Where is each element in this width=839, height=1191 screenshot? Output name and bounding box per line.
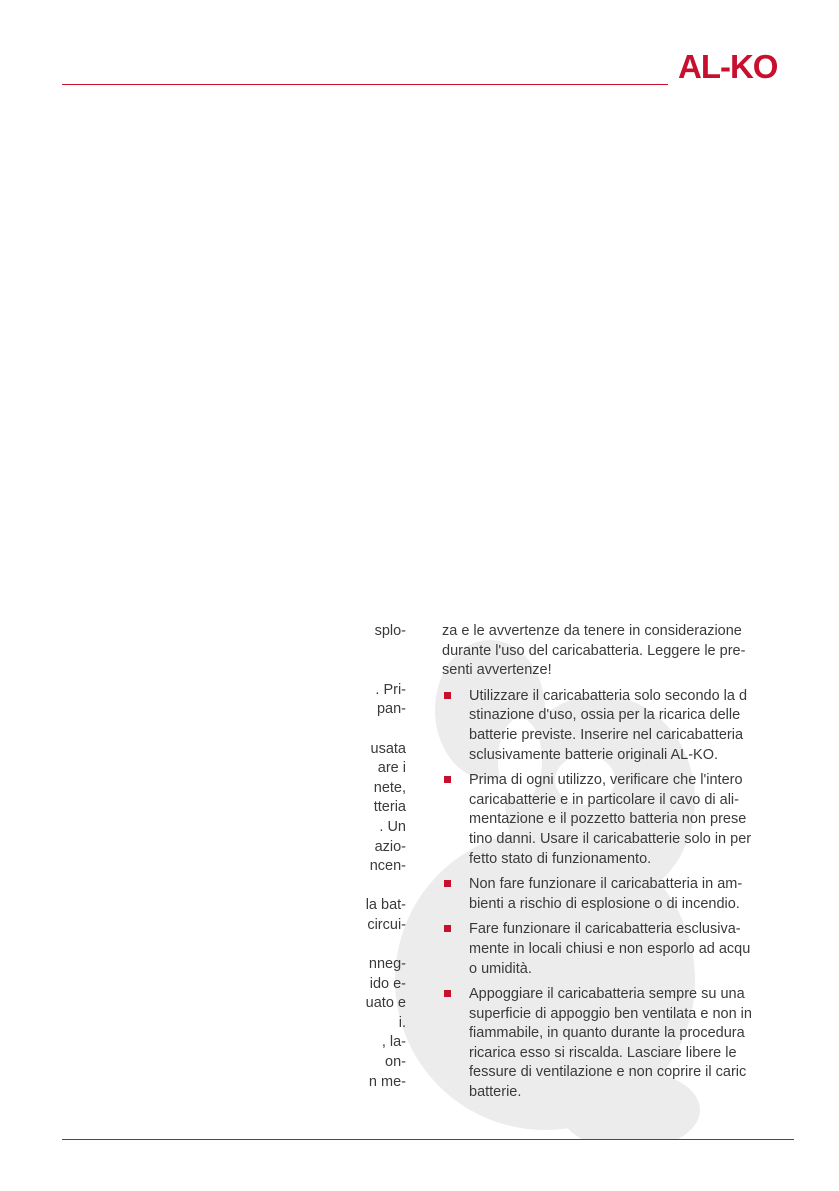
left-fragment-line xyxy=(340,661,406,681)
bullet-line: fessure di ventilazione e non coprire il caric xyxy=(469,1064,747,1081)
left-fragment-line: la bat- xyxy=(365,897,406,914)
bullet-line: fiammabile, in quanto durante la procedura xyxy=(469,1025,745,1042)
bullet-square-icon xyxy=(444,925,451,932)
alko-logo xyxy=(678,48,796,82)
bullet-square-icon xyxy=(444,776,451,783)
bullet-line: Utilizzare il caricabatteria solo secondo la d xyxy=(469,687,748,704)
bullet-line: batterie previste. Inserire nel caricabatteria xyxy=(469,726,744,743)
left-fragment-line: uato e xyxy=(365,995,406,1012)
left-fragment-line: n me- xyxy=(368,1073,406,1090)
left-fragment-line: azio- xyxy=(374,838,406,855)
left-fragment-line: , la- xyxy=(381,1034,406,1051)
bullet-line: Prima di ogni utilizzo, verificare che l'intero xyxy=(469,772,743,789)
bullet-item xyxy=(442,771,787,869)
bullet-item xyxy=(442,985,787,1103)
left-fragment-line: usata xyxy=(370,740,406,757)
left-fragment-line: ido e- xyxy=(369,975,406,992)
left-fragment-line xyxy=(340,936,406,956)
bullet-line: Appoggiare il caricabatteria sempre su una xyxy=(469,986,745,1003)
left-fragment-line xyxy=(340,720,406,740)
intro-line: za e le avvertenze da tenere in considerazione xyxy=(442,623,742,639)
bullet-item xyxy=(442,687,787,765)
bullet-line: tino danni. Usare il caricabatterie solo in per xyxy=(469,830,752,847)
bullet-line: sclusivamente batterie originali AL-KO. xyxy=(469,746,719,763)
bullet-line: superficie di appoggio ben ventilata e non in xyxy=(469,1005,752,1022)
bullet-line: ricarica esso si riscalda. Lasciare libere le xyxy=(469,1044,737,1061)
left-fragment-line xyxy=(340,642,406,662)
left-fragment-line: . Un xyxy=(379,818,406,835)
bullet-line: Non fare funzionare il caricabatteria in am- xyxy=(469,876,743,893)
bullet-line: batterie. xyxy=(469,1084,522,1101)
bullet-square-icon xyxy=(444,880,451,887)
left-fragment-line: circui- xyxy=(367,916,406,933)
bullet-line: Fare funzionare il caricabatteria esclusiva- xyxy=(469,921,741,938)
bullet-list xyxy=(442,687,787,1103)
left-fragment-line: . Pri- xyxy=(375,681,406,698)
safety-instructions xyxy=(442,622,787,1103)
bullet-line: caricabatterie e in particolare il cavo di ali- xyxy=(469,791,739,808)
intro-line: senti avvertenze! xyxy=(442,662,552,679)
footer-rule xyxy=(62,1139,794,1140)
left-fragment-line: are i xyxy=(377,760,406,777)
left-column-fragment xyxy=(340,622,406,1092)
bullet-square-icon xyxy=(444,990,451,997)
bullet-line: o umidità. xyxy=(469,960,532,977)
logo-text: AL-KO xyxy=(678,48,778,82)
bullet-line: fetto stato di funzionamento. xyxy=(469,850,652,867)
bullet-line: mente in locali chiusi e non esporlo ad acqu xyxy=(469,940,751,957)
intro-paragraph xyxy=(442,622,787,681)
intro-line: durante l'uso del caricabatteria. Leggere le pre- xyxy=(442,642,746,659)
left-fragment-line: pan- xyxy=(376,701,406,718)
left-fragment-line: nneg- xyxy=(368,956,406,973)
left-fragment-line: tteria xyxy=(373,799,406,816)
left-fragment-line: splo- xyxy=(374,623,406,639)
bullet-line: mentazione e il pozzetto batteria non prese xyxy=(469,811,747,828)
bullet-line: bienti a rischio di esplosione o di incendio. xyxy=(469,895,740,912)
header-rule xyxy=(62,84,668,85)
bullet-item xyxy=(442,920,787,979)
left-fragment-line: nete, xyxy=(373,779,406,796)
bullet-square-icon xyxy=(444,692,451,699)
bullet-line: stinazione d'uso, ossia per la ricarica delle xyxy=(469,707,741,724)
left-fragment-line: i. xyxy=(398,1014,406,1031)
left-fragment-line: ncen- xyxy=(369,858,406,875)
bullet-item xyxy=(442,875,787,914)
left-fragment-line xyxy=(340,877,406,897)
left-fragment-line: on- xyxy=(385,1054,406,1071)
